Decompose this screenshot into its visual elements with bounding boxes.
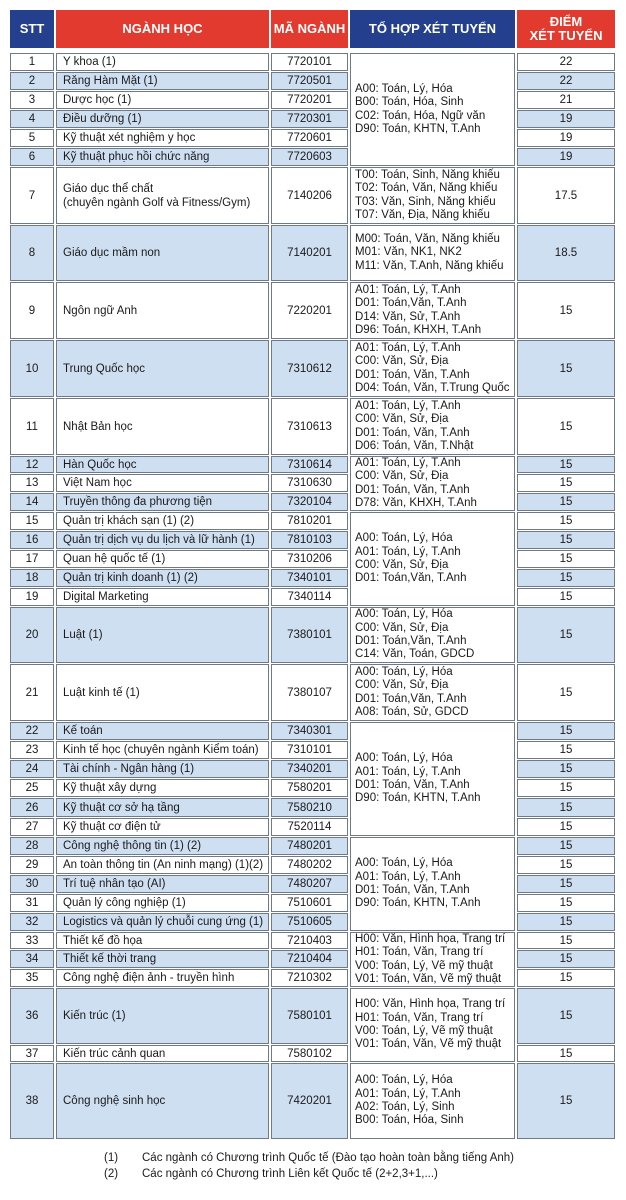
- row-major-code: 7720601: [271, 129, 348, 147]
- row-major-code: 7480207: [271, 875, 348, 893]
- combo-line: A01: Toán, Lý, T.Anh: [355, 1087, 461, 1100]
- row-major-name: Digital Marketing: [56, 588, 269, 606]
- combo-line: D01: Toán, Văn, T.Anh: [355, 426, 470, 439]
- row-stt: 1: [10, 53, 54, 71]
- combo-line: A00: Toán, Lý, Hóa: [355, 1074, 453, 1087]
- row-major-code: 7340201: [271, 760, 348, 778]
- combo-line: D01: Toán,Văn, T.Anh: [355, 692, 467, 705]
- row-major-name: Điều dưỡng (1): [56, 110, 269, 128]
- row-major-name: Tài chính - Ngân hàng (1): [56, 760, 269, 778]
- combo-group: [350, 722, 515, 836]
- row-major-code: 7720101: [271, 53, 348, 71]
- row-score: 15: [517, 512, 615, 530]
- row-major-name: Kỹ thuật cơ điện tử: [56, 818, 269, 836]
- row-score: 15: [517, 474, 615, 492]
- combo-line: D01: Toán,Văn, T.Anh: [355, 635, 467, 647]
- combo-group: [350, 607, 515, 663]
- row-major-code: 7310612: [271, 340, 348, 397]
- combo-line: V01: Toán, Văn, Vẽ mỹ thuật: [355, 1038, 502, 1051]
- combo-line: A01: Toán, Lý, T.Anh: [355, 765, 461, 778]
- row-major-code: 7310101: [271, 741, 348, 759]
- row-major-code: 7310613: [271, 398, 348, 455]
- combo-line: A00: Toán, Lý, Hóa: [355, 857, 453, 870]
- row-major-name: Thiết kế thời trang: [56, 950, 269, 968]
- combo-line: D01: Toán,Văn, T.Anh: [355, 572, 467, 585]
- combo-line: A01: Toán, Lý, T.Anh: [355, 341, 461, 354]
- row-major-code: 7720301: [271, 110, 348, 128]
- row-stt: 25: [10, 779, 54, 797]
- row-major-name: Trí tuệ nhân tạo (AI): [56, 875, 269, 893]
- combo-group: [350, 167, 515, 224]
- row-major-name: Logistics và quản lý chuỗi cung ứng (1): [56, 913, 269, 931]
- row-score: 15: [517, 818, 615, 836]
- combo-group: [350, 664, 515, 721]
- row-stt: 32: [10, 913, 54, 931]
- header-score-line2: XÉT TUYỂN: [529, 28, 603, 43]
- combo-line: A01: Toán, Lý, T.Anh: [355, 545, 461, 558]
- row-score: 15: [517, 588, 615, 606]
- combo-line: B00: Toán, Hóa, Sinh: [355, 96, 464, 109]
- combo-line: M01: Văn, NK1, NK2: [355, 246, 462, 259]
- row-major-name: Luật kinh tế (1): [56, 664, 269, 721]
- row-score: 17.5: [517, 167, 615, 224]
- row-stt: 36: [10, 988, 54, 1044]
- row-score: 15: [517, 741, 615, 759]
- row-score: 19: [517, 129, 615, 147]
- row-score: 22: [517, 72, 615, 90]
- row-major-code: 7420201: [271, 1063, 348, 1139]
- header-score: [517, 10, 615, 48]
- row-major-code: 7580210: [271, 798, 348, 817]
- row-major-name: Thiết kế đồ họa: [56, 932, 269, 949]
- row-stt: 12: [10, 456, 54, 473]
- row-stt: 35: [10, 969, 54, 987]
- row-stt: 24: [10, 760, 54, 778]
- combo-line: D90: Toán, KHTN, T.Anh: [355, 897, 481, 910]
- row-stt: 5: [10, 129, 54, 147]
- combo-line: A01: Toán, Lý, T.Anh: [355, 283, 461, 296]
- row-major-name: Giáo dục thể chất (chuyên ngành Golf và Fitness/Gym): [56, 167, 269, 224]
- row-stt: 28: [10, 837, 54, 855]
- row-major-code: 7220201: [271, 282, 348, 339]
- footnote-1-mark: (1): [104, 1152, 119, 1164]
- row-score: 15: [517, 493, 615, 511]
- combo-line: M00: Toán, Văn, Năng khiếu: [355, 232, 500, 245]
- combo-line: A00: Toán, Lý, Hóa: [355, 532, 453, 545]
- row-stt: 20: [10, 607, 54, 663]
- combo-line: A01: Toán, Lý, T.Anh: [355, 870, 461, 883]
- row-score: 15: [517, 875, 615, 893]
- row-major-code: 7320104: [271, 493, 348, 511]
- combo-line: V01: Toán, Văn, Vẽ mỹ thuật: [355, 972, 502, 985]
- row-major-code: 7380107: [271, 664, 348, 721]
- combo-line: T03: Văn, Sinh, Năng khiếu: [355, 195, 496, 208]
- row-stt: 22: [10, 722, 54, 740]
- row-stt: 18: [10, 569, 54, 587]
- combo-line: D01: Toán,Văn, T.Anh: [355, 297, 467, 310]
- combo-line: A01: Toán, Lý, T.Anh: [355, 399, 461, 412]
- row-stt: 34: [10, 950, 54, 968]
- combo-group: [350, 512, 515, 606]
- combo-line: D90: Toán, KHTN, T.Anh: [355, 122, 481, 135]
- row-stt: 38: [10, 1063, 54, 1139]
- combo-group: [350, 340, 515, 397]
- row-score: 15: [517, 988, 615, 1044]
- combo-line: M11: Văn, T.Anh, Năng khiếu: [355, 259, 504, 272]
- row-score: 15: [517, 531, 615, 549]
- row-score: 15: [517, 607, 615, 663]
- combo-group: [350, 456, 515, 511]
- row-stt: 26: [10, 798, 54, 817]
- row-stt: 8: [10, 225, 54, 281]
- combo-line: T02: Toán, Văn, Năng khiếu: [355, 182, 498, 195]
- combo-line: V00: Toán, Lý, Vẽ mỹ thuật: [355, 959, 493, 972]
- combo-group: [350, 988, 515, 1062]
- row-major-name: Kỹ thuật cơ sở hạ tầng: [56, 798, 269, 817]
- row-major-code: 7520114: [271, 818, 348, 836]
- row-score: 15: [517, 550, 615, 568]
- row-stt: 19: [10, 588, 54, 606]
- footnote-2-mark: (2): [104, 1168, 119, 1180]
- row-major-code: 7720201: [271, 91, 348, 109]
- row-stt: 17: [10, 550, 54, 568]
- row-major-name: Kỹ thuật xét nghiệm y học: [56, 129, 269, 147]
- row-score: 15: [517, 569, 615, 587]
- row-score: 15: [517, 398, 615, 455]
- row-major-name: Quan hệ quốc tế (1): [56, 550, 269, 568]
- header-combo: TỔ HỢP XÉT TUYỂN: [350, 10, 515, 48]
- combo-line: A00: Toán, Lý, Hóa: [355, 752, 453, 765]
- combo-line: V00: Toán, Lý, Vẽ mỹ thuật: [355, 1025, 493, 1037]
- row-stt: 2: [10, 72, 54, 90]
- row-score: 19: [517, 110, 615, 128]
- header-stt: STT: [10, 10, 54, 48]
- row-major-name: Răng Hàm Mặt (1): [56, 72, 269, 90]
- combo-line: T00: Toán, Sinh, Năng khiếu: [355, 168, 500, 181]
- row-stt: 14: [10, 493, 54, 511]
- footnote-1-text: Các ngành có Chương trình Quốc tế (Đào tạo hoàn toàn bằng tiếng Anh): [142, 1152, 514, 1164]
- combo-line: D01: Toán, Văn, T.Anh: [355, 483, 470, 496]
- combo-line: H00: Văn, Hình họa, Trang trí: [355, 998, 506, 1011]
- row-major-code: 7510605: [271, 913, 348, 931]
- row-major-code: 7310614: [271, 456, 348, 473]
- row-major-name: Kế toán: [56, 722, 269, 740]
- row-major-name: Quản trị kinh doanh (1) (2): [56, 569, 269, 587]
- combo-line: D06: Toán, Văn, T.Nhật: [355, 439, 474, 452]
- row-score: 15: [517, 856, 615, 874]
- row-stt: 15: [10, 512, 54, 530]
- row-major-name: Kinh tế học (chuyên ngành Kiểm toán): [56, 741, 269, 759]
- combo-line: C00: Văn, Sử, Địa: [355, 413, 449, 426]
- row-score: 15: [517, 760, 615, 778]
- combo-line: C14: Văn, Toán, GDCD: [355, 648, 475, 661]
- row-major-code: 7580102: [271, 1045, 348, 1062]
- combo-group: [350, 398, 515, 455]
- combo-group: [350, 1063, 515, 1139]
- row-major-code: 7580201: [271, 779, 348, 797]
- row-major-name: Công nghệ sinh học: [56, 1063, 269, 1139]
- combo-group: [350, 932, 515, 987]
- row-score: 15: [517, 913, 615, 931]
- row-score: 15: [517, 798, 615, 817]
- header-score-line1: ĐIỂM: [549, 14, 583, 29]
- row-stt: 6: [10, 148, 54, 166]
- row-major-code: 7210404: [271, 950, 348, 968]
- row-stt: 13: [10, 474, 54, 492]
- row-major-code: 7810201: [271, 512, 348, 530]
- row-major-name: Hàn Quốc học: [56, 456, 269, 473]
- combo-line: C00: Văn, Sử, Địa: [355, 355, 449, 368]
- row-major-code: 7340114: [271, 588, 348, 606]
- row-major-code: 7210403: [271, 932, 348, 949]
- row-major-name: Quản trị khách sạn (1) (2): [56, 512, 269, 530]
- row-major-code: 7340101: [271, 569, 348, 587]
- combo-group: [350, 225, 515, 281]
- row-major-name: Kỹ thuật phục hồi chức năng: [56, 148, 269, 166]
- row-major-code: 7510601: [271, 894, 348, 912]
- row-score: 15: [517, 456, 615, 473]
- combo-line: C00: Văn, Sử, Địa: [355, 470, 449, 483]
- row-stt: 29: [10, 856, 54, 874]
- row-score: 15: [517, 950, 615, 968]
- row-major-name: Dược học (1): [56, 91, 269, 109]
- row-stt: 21: [10, 664, 54, 721]
- combo-line: A08: Toán, Sử, GDCD: [355, 705, 469, 718]
- header-code: MÃ NGÀNH: [271, 10, 348, 48]
- combo-line: A00: Toán, Lý, Hóa: [355, 608, 453, 621]
- combo-line: A00: Toán, Lý, Hóa: [355, 665, 453, 678]
- row-stt: 11: [10, 398, 54, 455]
- row-major-code: 7310630: [271, 474, 348, 492]
- row-score: 15: [517, 1045, 615, 1062]
- row-stt: 7: [10, 167, 54, 224]
- combo-line: A01: Toán, Lý, T.Anh: [355, 456, 461, 469]
- row-major-name: Công nghệ thông tin (1) (2): [56, 837, 269, 855]
- combo-line: H01: Toán, Văn, Trang trí: [355, 946, 484, 959]
- combo-line: A00: Toán, Lý, Hóa: [355, 82, 453, 95]
- row-major-name: Quản trị dịch vụ du lịch và lữ hành (1): [56, 531, 269, 549]
- combo-line: D01: Toán, Văn, T.Anh: [355, 884, 470, 896]
- row-stt: 37: [10, 1045, 54, 1062]
- row-stt: 3: [10, 91, 54, 109]
- row-major-name: Công nghệ điện ảnh - truyền hình: [56, 969, 269, 987]
- row-major-code: 7480202: [271, 856, 348, 874]
- combo-group: [350, 282, 515, 339]
- row-stt: 33: [10, 932, 54, 949]
- row-major-name: Kiến trúc (1): [56, 988, 269, 1044]
- combo-line: B00: Toán, Hóa, Sinh: [355, 1114, 464, 1127]
- row-stt: 27: [10, 818, 54, 836]
- combo-line: D14: Văn, Sử, T.Anh: [355, 310, 461, 323]
- row-score: 19: [517, 148, 615, 166]
- row-score: 15: [517, 282, 615, 339]
- row-stt: 10: [10, 340, 54, 397]
- row-score: 15: [517, 1063, 615, 1139]
- row-major-code: 7480201: [271, 837, 348, 855]
- row-major-code: 7140201: [271, 225, 348, 281]
- row-score: 18.5: [517, 225, 615, 281]
- row-stt: 31: [10, 894, 54, 912]
- row-stt: 16: [10, 531, 54, 549]
- combo-line: H00: Văn, Hình họa, Trang trí: [355, 932, 506, 945]
- row-major-name: Truyền thông đa phương tiện: [56, 493, 269, 511]
- combo-line: D01: Toán, Văn, T.Anh: [355, 368, 470, 381]
- row-score: 15: [517, 340, 615, 397]
- row-stt: 23: [10, 741, 54, 759]
- row-score: 15: [517, 779, 615, 797]
- row-major-code: 7810103: [271, 531, 348, 549]
- combo-line: C00: Văn, Sử, Địa: [355, 621, 449, 634]
- combo-line: A02: Toán, Lý, Sinh: [355, 1101, 455, 1113]
- row-major-code: 7580101: [271, 988, 348, 1044]
- row-major-code: 7340301: [271, 722, 348, 740]
- row-score: 15: [517, 664, 615, 721]
- row-major-name: Ngôn ngữ Anh: [56, 282, 269, 339]
- combo-line: D04: Toán, Văn, T.Trung Quốc: [355, 381, 510, 394]
- row-major-name: Việt Nam học: [56, 474, 269, 492]
- row-major-code: 7210302: [271, 969, 348, 987]
- combo-line: D90: Toán, KHTN, T.Anh: [355, 792, 481, 805]
- combo-line: D01: Toán, Văn, T.Anh: [355, 779, 470, 791]
- row-major-name: Kỹ thuật xây dựng: [56, 779, 269, 797]
- row-major-name: Quản lý công nghiệp (1): [56, 894, 269, 912]
- row-major-name: Giáo dục mầm non: [56, 225, 269, 281]
- row-score: 15: [517, 837, 615, 855]
- combo-line: C00: Văn, Sử, Địa: [355, 559, 449, 571]
- row-major-name: Kiến trúc cảnh quan: [56, 1045, 269, 1062]
- row-major-name: Nhật Bản học: [56, 398, 269, 455]
- combo-group: [350, 837, 515, 931]
- row-major-name: Luật (1): [56, 607, 269, 663]
- combo-line: C00: Văn, Sử, Địa: [355, 679, 449, 692]
- row-score: 15: [517, 969, 615, 987]
- row-score: 15: [517, 722, 615, 740]
- row-score: 22: [517, 53, 615, 71]
- combo-line: C02: Toán, Hóa, Ngữ văn: [355, 109, 486, 122]
- header-major: NGÀNH HỌC: [56, 10, 269, 48]
- row-stt: 9: [10, 282, 54, 339]
- row-major-name: An toàn thông tin (An ninh mạng) (1)(2): [56, 856, 269, 874]
- row-major-code: 7720603: [271, 148, 348, 166]
- row-major-code: 7140206: [271, 167, 348, 224]
- row-major-name: Trung Quốc học: [56, 340, 269, 397]
- combo-line: T07: Văn, Địa, Năng khiếu: [355, 208, 490, 221]
- row-major-code: 7380101: [271, 607, 348, 663]
- combo-group: [350, 53, 515, 166]
- row-major-name: Y khoa (1): [56, 53, 269, 71]
- footnote-2-text: Các ngành có Chương trình Liên kết Quốc tế (2+2,3+1,...): [142, 1168, 438, 1180]
- row-major-code: 7720501: [271, 72, 348, 90]
- row-score: 21: [517, 91, 615, 109]
- combo-line: H01: Toán, Văn, Trang trí: [355, 1011, 484, 1024]
- row-score: 15: [517, 932, 615, 949]
- row-stt: 4: [10, 110, 54, 128]
- combo-line: D96: Toán, KHXH, T.Anh: [355, 323, 482, 336]
- row-major-code: 7310206: [271, 550, 348, 568]
- combo-line: D78: Văn, KHXH, T.Anh: [355, 496, 477, 509]
- row-score: 15: [517, 894, 615, 912]
- row-stt: 30: [10, 875, 54, 893]
